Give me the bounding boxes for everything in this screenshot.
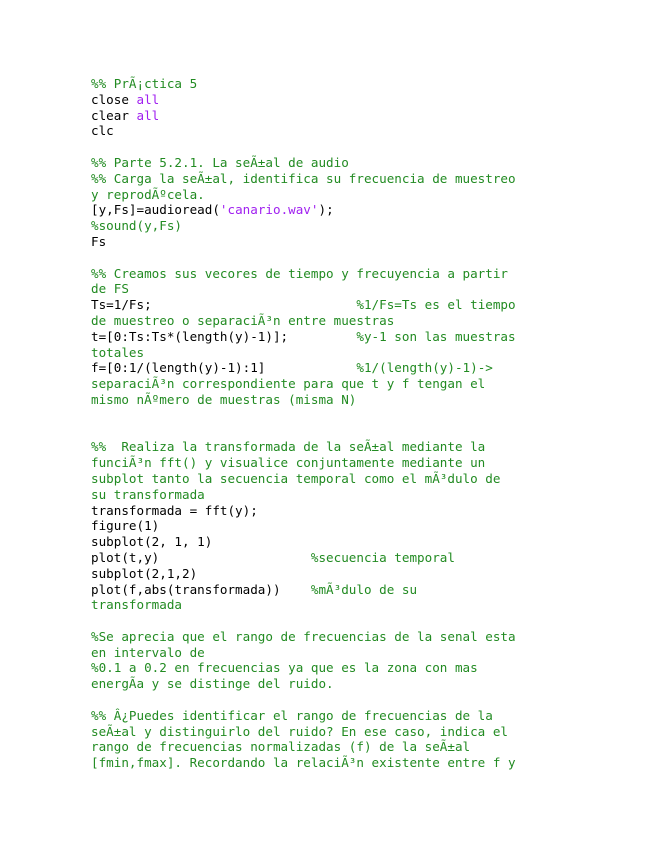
code-comment: separaciÃ³n correspondiente para que t y f tengan el — [91, 376, 486, 392]
code-line — [91, 376, 611, 392]
code-comment: mismo nÃºmero de muestras (misma N) — [91, 391, 357, 407]
code-comment: funciÃ³n fft() y visualice conjuntamente mediante un — [91, 455, 486, 471]
code-text: transformada = fft(y); — [91, 502, 258, 518]
code-line — [91, 439, 611, 455]
code-line — [91, 76, 611, 92]
code-line — [91, 550, 611, 566]
code-comment: %Se aprecia que el rango de frecuencias de la senal esta — [91, 628, 516, 644]
code-comment: %% Parte 5.2.1. La seÃ±al de audio — [91, 154, 349, 170]
code-keyword: all — [136, 107, 160, 123]
code-line — [91, 487, 611, 503]
code-comment: %1/(length(y)-1)-> — [356, 360, 493, 376]
code-comment: %% Creamos sus vecores de tiempo y frecuyencia a partir — [91, 265, 509, 281]
code-line — [91, 329, 611, 345]
code-line — [91, 360, 611, 376]
code-text: subplot(2, 1, 1) — [91, 534, 213, 550]
code-line — [91, 708, 611, 724]
code-comment: en intervalo de — [91, 644, 205, 660]
code-line — [91, 392, 611, 408]
code-text: Fs — [91, 233, 107, 249]
blank-line — [91, 613, 611, 629]
code-comment: %y-1 son las muestras — [356, 328, 516, 344]
code-text: figure(1) — [91, 518, 160, 534]
code-line — [91, 155, 611, 171]
code-line — [91, 234, 611, 250]
code-listing — [91, 76, 611, 771]
code-line — [91, 676, 611, 692]
code-comment: energÃa y se distinge del ruido. — [91, 676, 334, 692]
code-comment: %secuencia temporal — [310, 549, 455, 565]
code-line — [91, 645, 611, 661]
code-line — [91, 313, 611, 329]
code-comment: de muestreo o separaciÃ³n entre muestras — [91, 312, 395, 328]
code-comment: %0.1 a 0.2 en frecuencias ya que es la zona con mas — [91, 660, 478, 676]
code-comment: %sound(y,Fs) — [91, 218, 182, 234]
code-line — [91, 739, 611, 755]
code-text: plot(t,y) — [91, 549, 311, 565]
code-string: 'canario.wav' — [219, 202, 319, 218]
code-line — [91, 266, 611, 282]
code-line — [91, 108, 611, 124]
code-line — [91, 218, 611, 234]
code-text: clear — [91, 107, 137, 123]
code-line — [91, 471, 611, 487]
code-comment: %% Â¿Puedes identificar el rango de frecuencias de la — [91, 707, 493, 723]
code-text: subplot(2,1,2) — [91, 565, 198, 581]
code-comment: transformada — [91, 597, 182, 613]
code-line — [91, 187, 611, 203]
code-comment: %% Realiza la transformada de la seÃ±al mediante la — [91, 439, 486, 455]
code-line — [91, 724, 611, 740]
code-text: clc — [91, 123, 114, 139]
blank-line — [91, 692, 611, 708]
code-line — [91, 92, 611, 108]
code-comment: rango de frecuencias normalizadas (f) de la seÃ±al — [91, 739, 471, 755]
code-line — [91, 345, 611, 361]
code-comment: seÃ±al y distinguirlo del ruido? En ese caso, indica el — [91, 723, 509, 739]
code-comment: de FS — [91, 281, 129, 297]
code-comment: %1/Fs=Ts es el tiempo — [356, 297, 516, 313]
code-line — [91, 534, 611, 550]
code-text: [y,Fs]=audioread( — [91, 202, 220, 218]
blank-line — [91, 408, 611, 424]
code-text: t=[0:Ts:Ts*(length(y)-1)]; — [91, 328, 357, 344]
code-line — [91, 566, 611, 582]
blank-line — [91, 424, 611, 440]
code-text: plot(f,abs(transformada)) — [91, 581, 311, 597]
code-line — [91, 503, 611, 519]
code-line — [91, 202, 611, 218]
code-line — [91, 518, 611, 534]
code-text: f=[0:1/(length(y)-1):1] — [91, 360, 357, 376]
code-line — [91, 597, 611, 613]
code-comment: subplot tanto la secuencia temporal como el mÃ³dulo de — [91, 470, 501, 486]
code-line — [91, 297, 611, 313]
code-line — [91, 123, 611, 139]
code-text: Ts=1/Fs; — [91, 297, 357, 313]
code-comment: y reprodÃºcela. — [91, 186, 205, 202]
code-line — [91, 660, 611, 676]
code-comment: [fmin,fmax]. Recordando la relaciÃ³n existente entre f y — [91, 755, 516, 771]
code-line — [91, 281, 611, 297]
code-line — [91, 629, 611, 645]
blank-line — [91, 250, 611, 266]
code-comment: %mÃ³dulo de su — [310, 581, 418, 597]
code-text: close — [91, 91, 137, 107]
code-comment: %% Carga la seÃ±al, identifica su frecuencia de muestreo — [91, 170, 516, 186]
code-line — [91, 455, 611, 471]
blank-line — [91, 139, 611, 155]
code-text: ); — [318, 202, 334, 218]
code-line — [91, 755, 611, 771]
code-line — [91, 171, 611, 187]
code-comment: %% PrÃ¡ctica 5 — [91, 76, 198, 91]
code-comment: su transformada — [91, 486, 205, 502]
code-line — [91, 582, 611, 598]
code-keyword: all — [136, 91, 160, 107]
code-comment: totales — [91, 344, 145, 360]
